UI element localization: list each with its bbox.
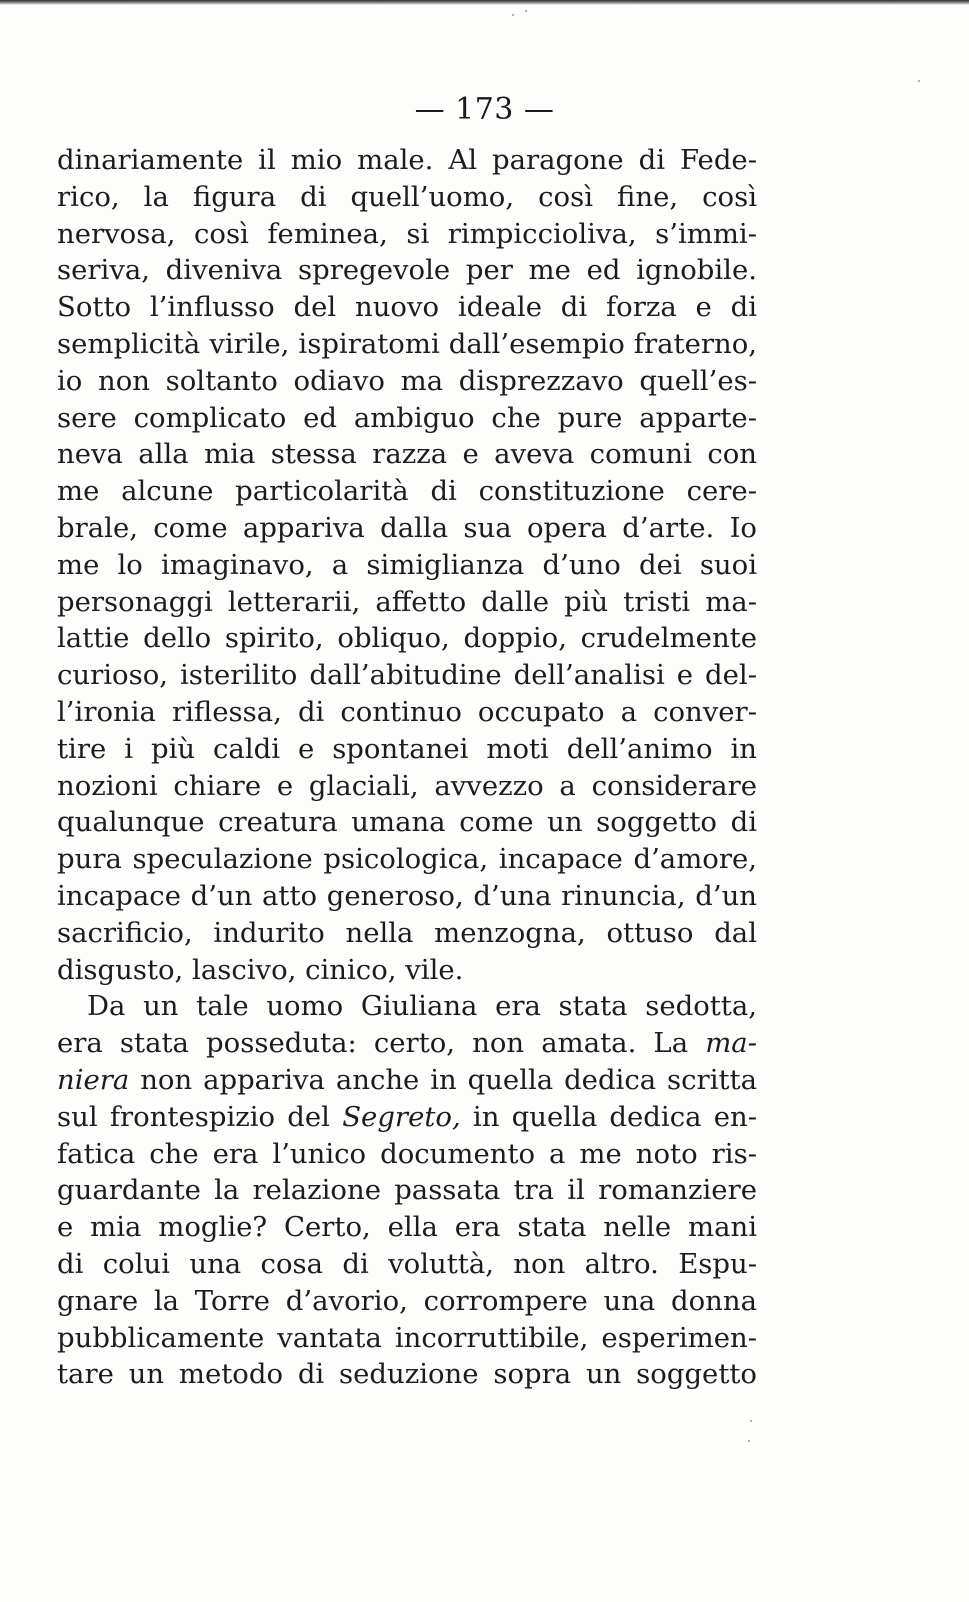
text-line: incapace d’un atto generoso, d’una rinuncia, d’un: [57, 879, 757, 912]
text-line: dinariamente il mio male. Al paragone di Fede-: [57, 144, 757, 176]
scan-speck: [748, 1440, 750, 1442]
text-run: era stata posseduta: certo, non amata. La: [57, 1027, 689, 1060]
body-text: [57, 142, 757, 1393]
text-line: sere complicato ed ambiguo che pure apparte-: [57, 401, 757, 434]
text-line: personaggi letterarii, affetto dalle più tristi ma-: [57, 585, 757, 618]
text-line: [57, 1025, 757, 1062]
text-line: di colui una cosa di voluttà, non altro. Espu-: [57, 1247, 757, 1280]
text-line: seriva, diveniva spregevole per me ed ignobile.: [57, 254, 757, 287]
text-line: rico, la figura di quell’uomo, così fine, così: [57, 180, 757, 213]
text-line: [57, 1099, 757, 1136]
text-line: nervosa, così feminea, si rimpiccioliva, s’immi-: [57, 217, 757, 250]
text-line: me alcune particolarità di constituzione cere-: [57, 475, 757, 508]
scan-speck: [525, 10, 527, 12]
text-line: disgusto, lascivo, cinico, vile.: [57, 953, 464, 986]
text-line: [57, 1062, 757, 1099]
scan-speck: [918, 80, 920, 82]
text-line: qualunque creatura umana come un soggetto di: [57, 806, 757, 839]
text-line: Da un tale uomo Giuliana era stata sedotta,: [87, 990, 757, 1023]
italic-text: ma-: [705, 1027, 757, 1060]
text-line: gnare la Torre d’avorio, corrompere una donna: [57, 1284, 757, 1317]
text-line: lattie dello spirito, obliquo, doppio, crudelmente: [57, 622, 757, 655]
paragraph: [57, 142, 757, 988]
text-line: guardante la relazione passata tra il romanziere: [57, 1174, 757, 1207]
text-run: in quella dedica en-: [472, 1100, 757, 1133]
italic-text: niera: [57, 1063, 130, 1096]
text-line: pura speculazione psicologica, incapace d’amore,: [57, 843, 757, 876]
text-line: tire i più caldi e spontanei moti dell’animo in: [57, 732, 757, 765]
text-line: sacrificio, indurito nella menzogna, ottuso dal: [57, 916, 757, 949]
italic-text: Segreto,: [342, 1100, 461, 1133]
scan-speck: [512, 14, 514, 16]
text-run: sul frontespizio del: [57, 1100, 330, 1133]
text-line: Sotto l’influsso del nuovo ideale di forza e di: [57, 291, 757, 324]
text-line: brale, come appariva dalla sua opera d’arte. Io: [57, 511, 757, 544]
text-line: io non soltanto odiavo ma disprezzavo quell’es-: [57, 364, 757, 397]
scan-top-edge: [0, 0, 969, 5]
text-line: semplicità virile, ispiratomi dall’esempio fraterno,: [57, 327, 757, 360]
page-number: — 173 —: [414, 92, 555, 127]
text-line: fatica che era l’unico documento a me noto ris-: [57, 1137, 757, 1170]
text-line: pubblicamente vantata incorruttibile, esperimen-: [57, 1321, 757, 1354]
text-line: l’ironia riflessa, di continuo occupato a conver-: [57, 695, 757, 728]
text-line: neva alla mia stessa razza e aveva comuni con: [57, 438, 757, 471]
text-line: tare un metodo di seduzione sopra un soggetto: [57, 1358, 757, 1391]
paragraph: [57, 988, 757, 1393]
text-line: e mia moglie? Certo, ella era stata nelle mani: [57, 1211, 757, 1244]
text-line: nozioni chiare e glaciali, avvezzo a considerare: [57, 769, 757, 802]
text-run: non appariva anche in quella dedica scritta: [140, 1063, 757, 1096]
text-line: curioso, isterilito dall’abitudine dell’analisi e del-: [57, 659, 757, 692]
text-line: me lo imaginavo, a simiglianza d’uno dei suoi: [57, 548, 757, 581]
scan-speck: [750, 1420, 752, 1422]
